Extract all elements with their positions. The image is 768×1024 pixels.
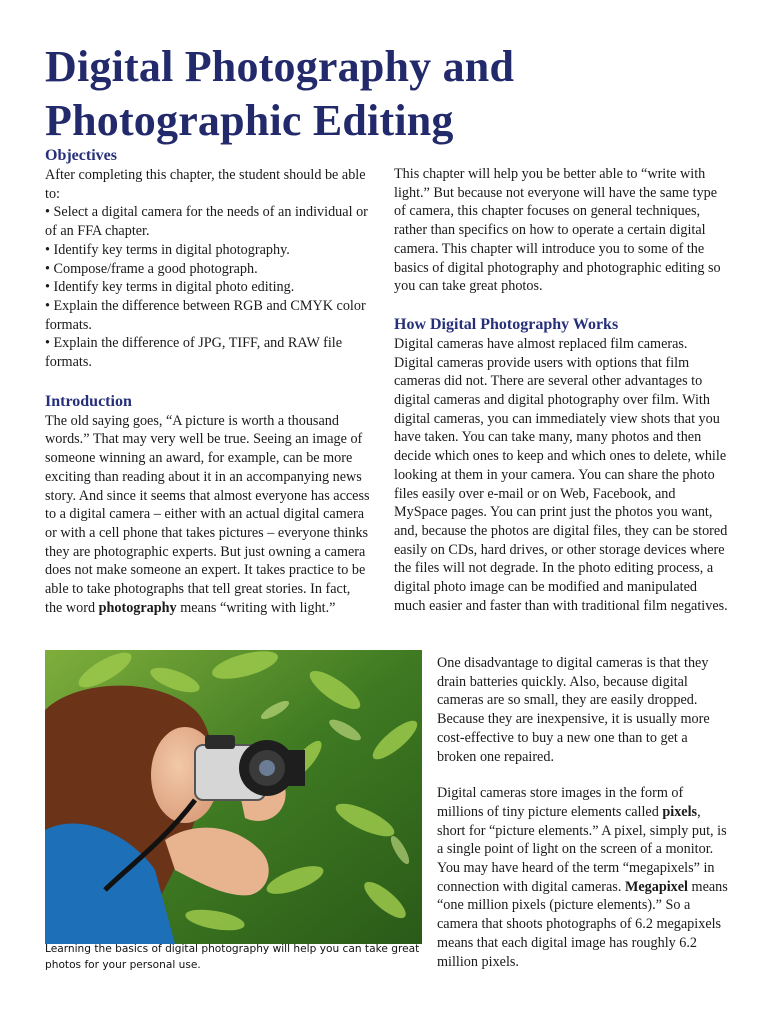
chapter-intro-paragraph: This chapter will help you be better able to “write with light.” But because not everyone will have the same type of camera, this chapter focuses on general techniques, rather than specifics on how to operate a certain digital camera. This chapter will introduce you to some of the basics of digital photography and photographic editing so you can take great photos. [394, 166, 721, 295]
title-line-2: Photographic Editing [45, 96, 454, 145]
introduction-body [45, 412, 370, 618]
objective-item: • Explain the difference of JPG, TIFF, and RAW file formats. [45, 335, 343, 371]
pixels-term: pixels [662, 803, 698, 820]
how-works-heading: How Digital Photography Works [394, 315, 619, 333]
introduction-text-end: means “writing with light.” [176, 599, 336, 616]
objective-item: • Compose/frame a good photograph. [45, 260, 258, 277]
introduction-text: The old saying goes, “A picture is worth a thousand words.” That may very well be true. Seeing an image of someone winning an award, for example, can be more exciting than reading about it in an accompanying news story. And since it seems that almost everyone has access to a digital camera – either with an actual digital camera or with a cell phone that takes pictures – everyone thinks they are photographic experts. But just owning a camera does not make someone an expert. It takes practice to be able to take photographs that tell great stories. In fact, the word [45, 412, 370, 616]
disadvantage-paragraph: One disadvantage to digital cameras is that they drain batteries quickly. Also, because digital cameras are so small, they are easily dropped. Because they are inexpensive, it is usually more cost-effective to buy a new one than to get a broken one repaired. [437, 655, 710, 765]
photographer-photo [45, 650, 422, 944]
objective-item: • Identify key terms in digital photo editing. [45, 279, 295, 296]
objectives-intro: After completing this chapter, the student should be able to: [45, 167, 366, 202]
pixels-text-3: means “one million pixels (picture elements).” So a camera that shoots photographs of 6.2 megapixels means that each digital image has roughly 6.2 million pixels. [437, 878, 728, 970]
objective-item: • Select a digital camera for the needs of an individual or of an FFA chapter. [45, 204, 368, 240]
title-line-1: Digital Photography and [45, 42, 515, 91]
page-title [45, 40, 745, 148]
introduction-heading: Introduction [45, 392, 132, 410]
right-column [394, 165, 730, 615]
photography-term: photography [98, 599, 177, 616]
objective-item: • Explain the difference between RGB and CMYK color formats. [45, 297, 366, 333]
photo-caption: Learning the basics of digital photography will help you can take great photos for your personal use. [45, 943, 420, 971]
objectives-heading: Objectives [45, 147, 117, 164]
how-works-body: Digital cameras have almost replaced film cameras. Digital cameras provide users with options that film cameras did not. There are several other advantages to digital cameras and digital photography over film. With digital cameras, you can immediately view shots that you have taken. You can take many, many photos and then decide which ones to keep and which ones to delete, while looking at them in your camera. You can share the photo files easily over e-mail or on Web, Facebook, and MySpace pages. You can print just the photos you want, and, because the photos are digital files, they can be stored easily on CDs, hard drives, or other storage devices where the files will not degrade. In the photo editing process, a digital photo image can be modified and manipulated much easier and faster than with traditional film negatives. [394, 335, 728, 614]
pixels-paragraph [437, 784, 729, 971]
objective-item: • Identify key terms in digital photography. [45, 241, 290, 258]
pixels-text-2: , short for “picture elements.” A pixel, simply put, is a single point of light on the screen of a monitor. You may have heard of the term “megapixels” in connection with digital cameras. [437, 803, 727, 895]
right-lower-column [437, 654, 729, 971]
left-column [45, 146, 370, 617]
pixels-text-1: Digital cameras store images in the form of millions of tiny picture elements called [437, 785, 684, 820]
megapixel-term: Megapixel [624, 878, 688, 895]
